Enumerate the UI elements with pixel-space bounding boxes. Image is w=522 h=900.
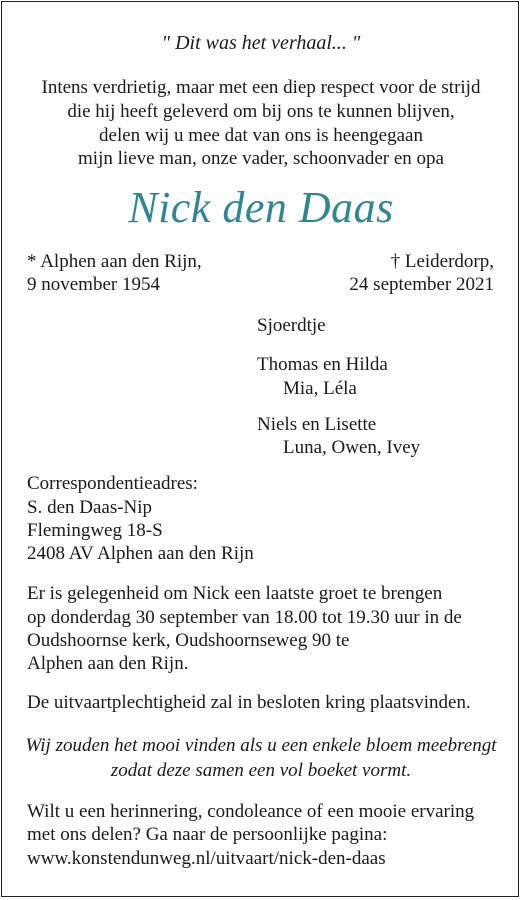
address-name: S. den Daas-Nip <box>27 497 153 518</box>
intro-line: Intens verdrietig, maar met een diep respect voor de strijd <box>41 77 481 98</box>
birth-place: * Alphen aan den Rijn, <box>27 251 202 272</box>
child-couple: Thomas en Hilda <box>257 354 388 375</box>
child-couple: Niels en Lisette <box>257 414 377 435</box>
visitation-line: Oudshoornse kerk, Oudshoornseweg 90 te <box>27 630 350 651</box>
memorial-line: met ons delen? Ga naar de persoonlijke pagina: <box>27 824 388 845</box>
intro-line: die hij heeft geleverd om bij ons te kunnen blijven, <box>67 101 455 122</box>
flower-line: Wij zouden het mooi vinden als u een enkele bloem meebrengt <box>25 735 497 756</box>
intro-line: delen wij u mee dat van ons is heengegaan <box>99 125 423 146</box>
address-heading: Correspondentieadres: <box>27 473 198 494</box>
grandchildren: Luna, Owen, Ivey <box>283 437 421 458</box>
address-city: 2408 AV Alphen aan den Rijn <box>27 543 254 564</box>
death-date: 24 september 2021 <box>349 274 494 295</box>
memorial-link[interactable]: www.konstendunweg.nl/uitvaart/nick-den-daas <box>27 848 386 869</box>
funeral-note: De uitvaartplechtigheid zal in besloten kring plaatsvinden. <box>27 692 471 713</box>
memorial-line: Wilt u een herinnering, condoleance of een mooie ervaring <box>27 801 475 822</box>
birth-date: 9 november 1954 <box>27 274 160 295</box>
deceased-name: Nick den Daas <box>128 183 394 232</box>
visitation-line: Alphen aan den Rijn. <box>27 653 189 674</box>
visitation-line: Er is gelegenheid om Nick een laatste groet te brengen <box>27 583 443 604</box>
spouse-name: Sjoerdtje <box>257 315 326 336</box>
intro-line: mijn lieve man, onze vader, schoonvader en opa <box>78 148 444 169</box>
visitation-line: op donderdag 30 september van 18.00 tot 19.30 uur in de <box>27 607 462 628</box>
grandchildren: Mia, Léla <box>283 378 357 399</box>
motto: " Dit was het verhaal... " <box>161 32 361 54</box>
address-street: Flemingweg 18-S <box>27 520 163 541</box>
flower-line: zodat deze samen een vol boeket vormt. <box>110 760 412 781</box>
death-place: † Leiderdorp, <box>390 251 494 272</box>
